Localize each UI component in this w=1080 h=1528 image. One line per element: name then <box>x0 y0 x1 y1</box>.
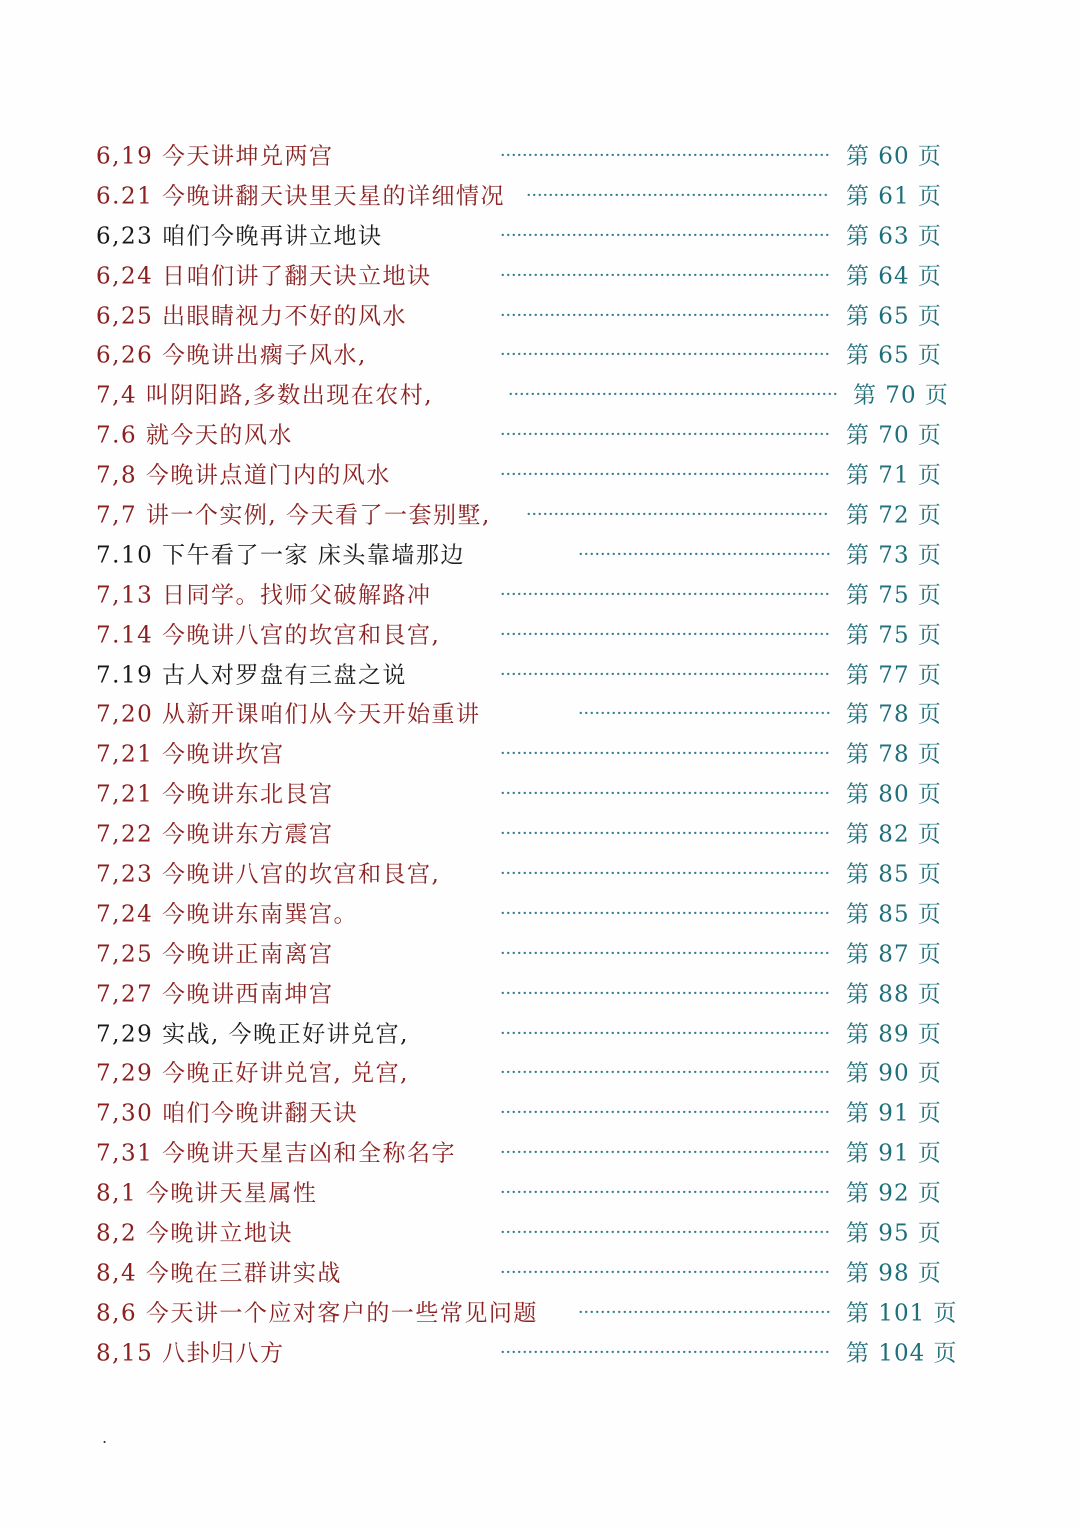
toc-entry <box>96 653 956 693</box>
leader-dots <box>500 672 830 675</box>
toc-entry <box>96 1331 956 1371</box>
toc-entry <box>96 1091 956 1131</box>
toc-entry-page: 第 82 页 <box>846 821 942 848</box>
toc-entry-page: 第 91 页 <box>846 1100 942 1127</box>
toc-entry <box>96 413 956 453</box>
toc-entry-page: 第 70 页 <box>846 422 942 449</box>
toc-entry-page: 第 77 页 <box>846 662 942 689</box>
leader-dots <box>500 1111 830 1114</box>
toc-entry-title: 7.19 古人对罗盘有三盘之说 <box>96 662 408 689</box>
toc-entry-page: 第 78 页 <box>846 741 942 768</box>
toc-entry <box>96 453 956 493</box>
toc-entry <box>96 174 956 214</box>
leader-dots <box>500 472 830 475</box>
leader-dots <box>500 991 830 994</box>
toc-entry-title: 7,7 讲一个实例, 今天看了一套别墅, <box>96 502 491 529</box>
toc-entry <box>96 892 956 932</box>
toc-entry-page: 第 72 页 <box>846 502 942 529</box>
toc-entry <box>96 573 956 613</box>
table-of-contents <box>96 134 956 1371</box>
toc-entry <box>96 1251 956 1291</box>
toc-entry-page: 第 80 页 <box>846 781 942 808</box>
toc-entry-page: 第 78 页 <box>846 701 942 728</box>
leader-dots <box>500 951 830 954</box>
leader-dots <box>500 233 830 236</box>
leader-dots <box>500 1031 830 1034</box>
toc-entry-page: 第 90 页 <box>846 1060 942 1087</box>
leader-dots <box>500 1071 830 1074</box>
toc-entry-page: 第 70 页 <box>853 382 949 409</box>
leader-dots <box>500 433 830 436</box>
toc-entry-title: 7,31 今晚讲天星吉凶和全称名字 <box>96 1140 457 1167</box>
toc-entry-title: 7,13 日同学。找师父破解路冲 <box>96 582 432 609</box>
toc-entry-title: 7,8 今晚讲点道门内的风水 <box>96 462 391 489</box>
toc-entry-title: 7,22 今晚讲东方震宫 <box>96 821 334 848</box>
leader-dots <box>500 752 830 755</box>
toc-entry <box>96 932 956 972</box>
toc-entry-title: 7,20 从新开课咱们从今天开始重讲 <box>96 701 481 728</box>
toc-entry <box>96 1171 956 1211</box>
toc-entry-page: 第 91 页 <box>846 1140 942 1167</box>
toc-entry <box>96 1131 956 1171</box>
toc-entry-title: 6,25 出眼睛视力不好的风水 <box>96 303 408 329</box>
toc-entry <box>96 1291 956 1331</box>
toc-entry-page: 第 75 页 <box>846 622 942 649</box>
toc-entry <box>96 493 956 533</box>
toc-entry-page: 第 85 页 <box>846 901 942 928</box>
toc-entry-title: 7,4 叫阴阳路,多数出现在农村, <box>96 382 434 409</box>
toc-entry-title: 8,4 今晚在三群讲实战 <box>96 1260 342 1287</box>
footer-mark: . <box>102 1428 108 1447</box>
leader-dots <box>526 512 830 515</box>
leader-dots <box>500 911 830 914</box>
toc-entry-page: 第 65 页 <box>846 342 942 369</box>
toc-entry-title: 7,21 今晚讲坎宫 <box>96 741 285 768</box>
toc-entry-title: 7,24 今晚讲东南巽宫。 <box>96 901 359 928</box>
toc-entry <box>96 732 956 772</box>
leader-dots <box>500 871 830 874</box>
leader-dots <box>578 712 830 715</box>
toc-entry-title: 7,30 咱们今晚讲翻天诀 <box>96 1100 359 1127</box>
toc-entry-page: 第 61 页 <box>846 183 942 210</box>
toc-entry-title: 6,19 今天讲坤兑两宫 <box>96 143 334 170</box>
toc-entry <box>96 972 956 1012</box>
toc-entry-title: 6,26 今晚讲出瘸子风水, <box>96 342 367 369</box>
toc-entry-title: 7.6 就今天的风水 <box>96 422 293 449</box>
toc-entry-title: 8,6 今天讲一个应对客户的一些常见问题 <box>96 1300 538 1327</box>
toc-entry-title: 7,23 今晚讲八宫的坎宫和艮宫, <box>96 861 441 888</box>
toc-entry-page: 第 63 页 <box>846 223 942 250</box>
toc-entry-page: 第 87 页 <box>846 941 942 968</box>
leader-dots <box>500 592 830 595</box>
leader-dots <box>500 632 830 635</box>
toc-entry-page: 第 71 页 <box>846 462 942 489</box>
toc-entry-title: 6,23 咱们今晚再讲立地诀 <box>96 223 383 250</box>
toc-entry <box>96 1211 956 1251</box>
toc-entry-title: 8,15 八卦归八方 <box>96 1340 285 1367</box>
toc-entry-title: 7,29 今晚正好讲兑宫, 兑宫, <box>96 1060 409 1087</box>
leader-dots <box>500 1270 830 1273</box>
toc-entry <box>96 294 956 334</box>
toc-entry <box>96 254 956 294</box>
toc-entry-title: 6,24 日咱们讲了翻天诀立地诀 <box>96 263 432 290</box>
toc-entry-page: 第 98 页 <box>846 1260 942 1287</box>
toc-entry <box>96 134 956 174</box>
toc-entry <box>96 214 956 254</box>
toc-entry-page: 第 95 页 <box>846 1220 942 1247</box>
leader-dots <box>578 1310 830 1313</box>
leader-dots <box>526 193 830 196</box>
toc-entry-page: 第 64 页 <box>846 263 942 290</box>
toc-entry <box>96 772 956 812</box>
toc-entry <box>96 1012 956 1052</box>
leader-dots <box>500 153 830 156</box>
toc-entry-page: 第 60 页 <box>846 143 942 170</box>
leader-dots <box>500 831 830 834</box>
toc-entry-title: 7,25 今晚讲正南离宫 <box>96 941 334 968</box>
leader-dots <box>508 393 838 396</box>
toc-entry <box>96 852 956 892</box>
leader-dots <box>578 552 830 555</box>
toc-entry-title: 7,29 实战, 今晚正好讲兑宫, <box>96 1021 409 1048</box>
toc-entry-title: 8,1 今晚讲天星属性 <box>96 1180 318 1207</box>
leader-dots <box>500 1230 830 1233</box>
leader-dots <box>500 273 830 276</box>
toc-entry <box>96 533 956 573</box>
toc-entry <box>96 613 956 653</box>
toc-entry-page: 第 73 页 <box>846 542 942 569</box>
toc-entry <box>96 333 956 373</box>
leader-dots <box>500 792 830 795</box>
toc-entry-page: 第 88 页 <box>846 981 942 1008</box>
leader-dots <box>500 1190 830 1193</box>
toc-entry-page: 第 92 页 <box>846 1180 942 1207</box>
leader-dots <box>500 1151 830 1154</box>
toc-entry-title: 7.10 下午看了一家 床头靠墙那边 <box>96 542 465 569</box>
toc-entry-page: 第 65 页 <box>846 303 942 329</box>
toc-entry-title: 7.14 今晚讲八宫的坎宫和艮宫, <box>96 622 441 649</box>
leader-dots <box>500 313 830 316</box>
toc-entry-title: 7,21 今晚讲东北艮宫 <box>96 781 334 808</box>
toc-entry <box>96 1051 956 1091</box>
toc-entry-page: 第 104 页 <box>846 1340 958 1367</box>
leader-dots <box>500 1350 830 1353</box>
toc-entry-title: 8,2 今晚讲立地诀 <box>96 1220 293 1247</box>
toc-entry-page: 第 89 页 <box>846 1021 942 1048</box>
leader-dots <box>500 353 830 356</box>
toc-entry <box>96 692 956 732</box>
toc-entry-title: 6.21 今晚讲翻天诀里天星的详细情况 <box>96 183 506 210</box>
toc-entry <box>96 812 956 852</box>
toc-entry <box>96 373 956 413</box>
toc-entry-title: 7,27 今晚讲西南坤宫 <box>96 981 334 1008</box>
toc-entry-page: 第 101 页 <box>846 1300 958 1327</box>
toc-entry-page: 第 85 页 <box>846 861 942 888</box>
toc-entry-page: 第 75 页 <box>846 582 942 609</box>
